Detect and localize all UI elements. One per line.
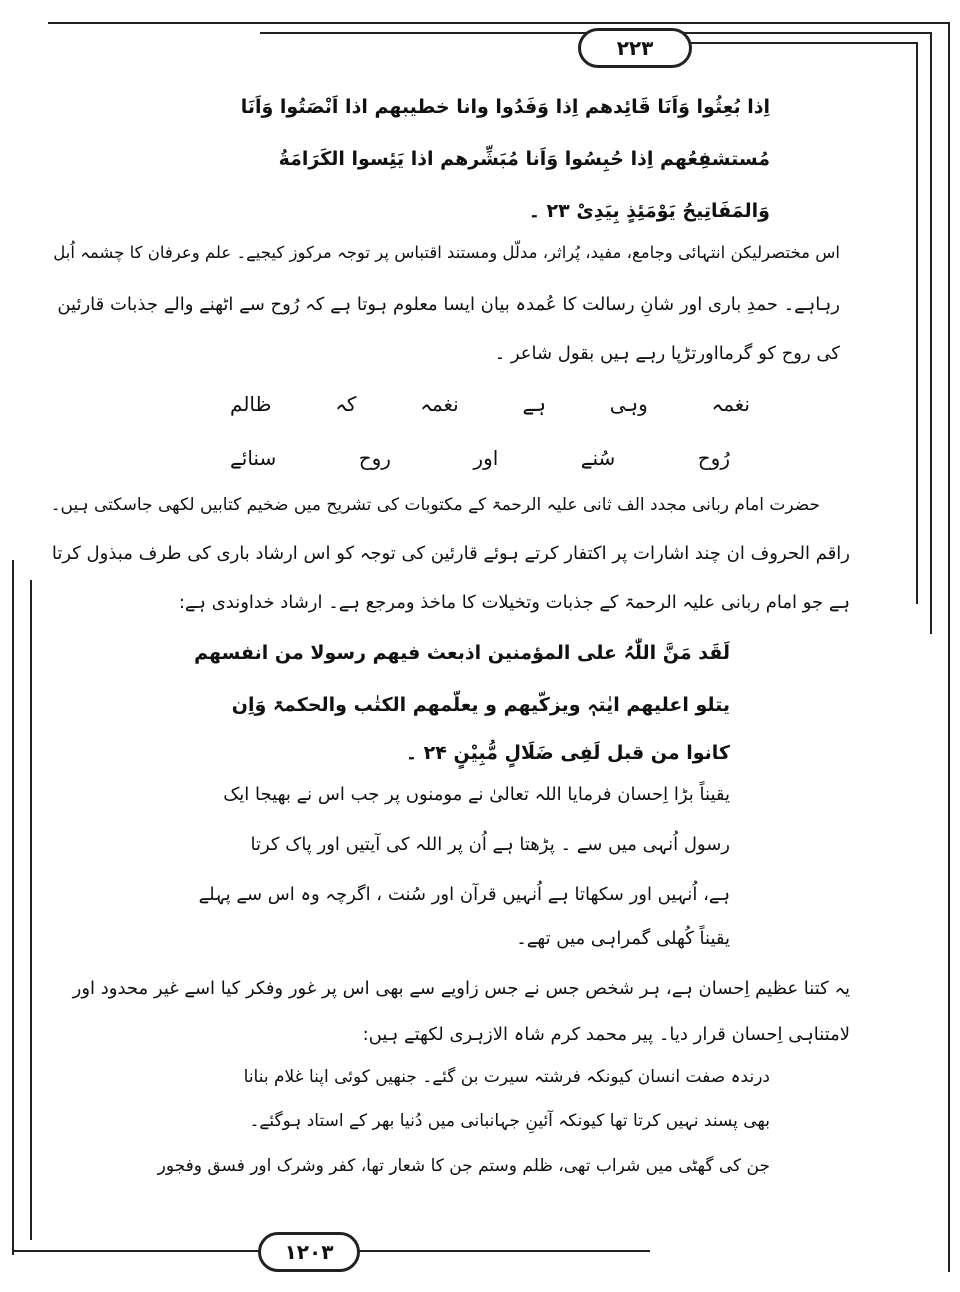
arabic-line-2: مُستشفِعُهم اِذا حُبِسُوا وَاَنا مُبَشِّرهم اذا يَئِسوا الكَرَامَةُ: [278, 148, 770, 170]
translation-line-1: یقیناً بڑا اِحسان فرمایا اللہ تعالیٰ نے مومنوں پر جب اس نے بھیجا ایک: [223, 784, 730, 805]
frame-bottom-rule-right: [350, 1250, 650, 1254]
verse-1-word-1: نغمہ: [711, 392, 750, 416]
quote-line-2: بھی پسند نہیں کرتا تھا کیونکہ آئینِ جہانبانی میں دُنیا بھر کے استاد ہوگئے۔: [249, 1111, 770, 1131]
verse-line-1: [230, 392, 750, 416]
urdu-p2-line-2: راقم الحروف ان چند اشارات پر اکتفار کرتے ہوئے قارئین کی توجہ کو اس ارشاد باری کی طرف مبذول کرتا: [51, 543, 850, 564]
urdu-p1-line-3: کی روح کو گرمااورتڑپا رہے ہیں بقول شاعر ۔: [494, 343, 840, 364]
quote-line-3: جن کی گھٹی میں شراب تھی، ظلم وستم جن کا شعار تھا، کفر وشرک اور فسق وفجور: [157, 1156, 770, 1176]
urdu-p1-line-2: رہاہے۔ حمدِ باری اور شانِ رسالت کا عُمدہ بیان ایسا معلوم ہوتا ہے کہ رُوح سے اٹھنے والے جذبات قارئین: [57, 294, 840, 315]
verse-line-2: [230, 446, 730, 470]
frame-bottom-left: [12, 560, 16, 1255]
urdu-p1-line-1: اس مختصرلیکن انتہائی وجامع، مفید، پُراثر، مدلّل ومستند اقتباس پر توجہ مرکوز کیجیے۔ علم وعرفان کا چشمہ اُبل: [53, 243, 840, 262]
frame-bottom-left-inner: [30, 580, 34, 1240]
page-number-bottom: [258, 1232, 360, 1272]
quran-line-2: یتلو اعلیھم ایٰتہٖ ویزکّیھم و یعلّمھم الکتٰب والحکمۃ وَاِن: [231, 694, 730, 716]
verse-1-word-5: کہ: [335, 392, 357, 416]
urdu-p2-line-1: حضرت امام ربانی مجدد الف ثانی علیہ الرحمۃ کے مکتوبات کی تشریح میں ضخیم کتابیں لکھی جاسکتی ہیں۔: [50, 495, 820, 515]
arabic-line-3: وَالمَفَاتِيحُ يَوْمَئِذٍ بِيَدِىْ ۲۳ ۔: [528, 200, 770, 222]
urdu-p3-line-1: یہ کتنا عظیم اِحسان ہے، ہر شخص جس نے جس زاویے سے بھی اس پر غور وفکر کیا اسے غیر محدود اور: [72, 978, 850, 999]
quote-line-1: درندہ صفت انسان کیونکہ فرشتہ سیرت بن گئے۔ جنھیں کوئی اپنا غلام بنانا: [243, 1067, 770, 1087]
frame-inner: [600, 42, 918, 604]
verse-2-word-5: سنائے: [230, 446, 277, 470]
translation-line-3: ہے، اُنہیں اور سکھاتا ہے اُنہیں قرآن اور سُنت ، اگرچہ وہ اس سے پہلے: [198, 884, 730, 905]
verse-1-word-3: ہے: [522, 392, 546, 416]
urdu-p2-line-3: ہے جو امام ربانی علیہ الرحمۃ کے جذبات وتخیلات کا ماخذ ومرجع ہے۔ ارشاد خداوندی ہے:: [178, 592, 850, 613]
translation-line-4: یقیناً کُھلی گمراہی میں تھے۔: [516, 928, 730, 949]
urdu-p3-line-2: لامتناہی اِحسان قرار دیا۔ پیر محمد کرم شاہ الازہری لکھتے ہیں:: [362, 1024, 850, 1045]
verse-1-word-4: نغمہ: [420, 392, 459, 416]
verse-2-word-3: اور: [473, 446, 499, 470]
verse-1-word-2: وہی: [609, 392, 648, 416]
frame-bottom-rule: [12, 1250, 262, 1254]
quran-line-3: کانوا من قبل لَفِی ضَلَالٍ مُّبِیْنٍ ۲۴ ۔: [405, 742, 730, 764]
arabic-line-1: اِذا بُعِثُوا وَاَنَا قَائِدهم اِذا وَفَدُوا وانا خطيبهم اذا اَنْصَتُوا وَاَنَا: [240, 96, 770, 118]
quran-line-1: لَقَد مَنَّ اللّٰہُ علی المؤمنین اذبعث فیھم رسولا من انفسھم: [194, 642, 730, 664]
verse-1-word-6: ظالم: [230, 392, 272, 416]
page-number-top-text: ۲۲۳: [616, 36, 654, 60]
translation-line-2: رسول اُنہی میں سے ۔ پڑھتا ہے اُن پر اللہ کی آیتیں اور پاک کرتا: [250, 834, 730, 855]
page-number-bottom-text: ۱۲۰۳: [284, 1240, 334, 1264]
verse-2-word-1: رُوح: [697, 446, 730, 470]
verse-2-word-2: سُنے: [580, 446, 616, 470]
verse-2-word-4: روح: [358, 446, 391, 470]
page-number-top: [578, 28, 692, 68]
